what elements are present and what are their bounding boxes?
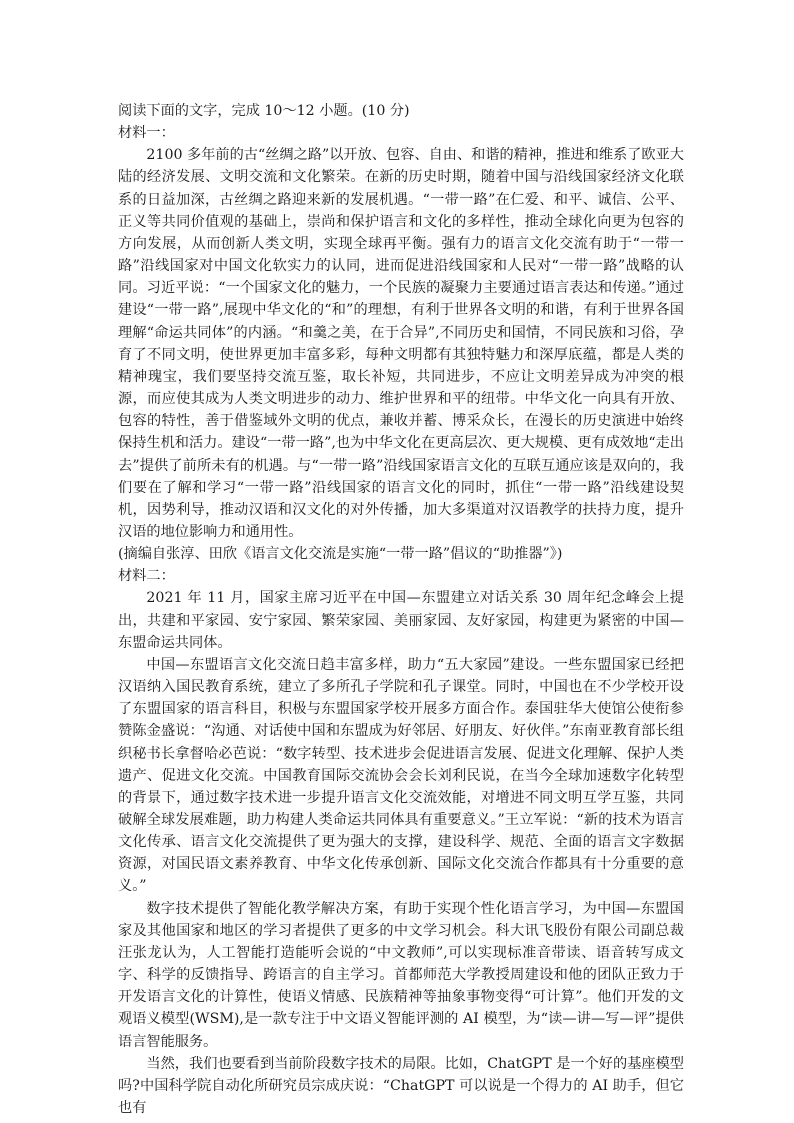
material-two-paragraph-2: 中国—东盟语言文化交流日趋丰富多样，助力“五大家园”建设。一些东盟国家已经把汉语纳入国民教育系统，建立了多所孔子学院和孔子课堂。同时，中国也在不少学校开设了东盟国家的语言科目，积极与东盟国家学校开展多方面合作。泰国驻华大使馆公使衔参赞陈金盛说：“沟通、对话使中国和东盟成为好邻居、好朋友、好伙伴。”东南亚教育部长组织秘书长拿督哈必芭说：“数字转型、技术进步会促进语言发展、促进文化理解、保护人类遗产、促进文化交流。中国教育国际交流协会会长刘利民说，在当今全球加速数字化转型的背景下，通过数字技术进一步提升语言文化交流效能，对增进不同文明互学互鉴，共同破解全球发展难题，助力构建人类命运共同体具有重要意义。”王立军说：“新的技术为语言文化传承、语言文化交流提供了更为强大的支撑，建设科学、规范、全面的语言文字数据资源，对国民语文素养教育、中华文化传承创新、国际文化交流合作都具有十分重要的意义。” [118, 656, 684, 895]
material-one-paragraph: 2100 多年前的古“丝绸之路”以开放、包容、自由、和谐的精神，推进和维系了欧亚大陆的经济发展、文明交流和文化繁荣。在新的历史时期，随着中国与沿线国家经济文化联系的日益加深，古丝绸之路迎来新的发展机遇。“一带一路”在仁爱、和平、诚信、公平、正义等共同价值观的基础上，崇尚和保护语言和文化的多样性，推动全球化向更为包容的方向发展，从而创新人类文明，实现全球再平衡。强有力的语言文化交流有助于“一带一路”沿线国家对中国文化软实力的认同，进而促进沿线国家和人民对“一带一路”战略的认同。习近平说：“一个国家文化的魅力，一个民族的凝聚力主要通过语言表达和传递。”通过建设“一带一路”,展现中华文化的“和”的理想，有利于世界各文明的和谐，有利于世界各国理解“命运共同体”的内涵。“和羹之美，在于合异”,不同历史和国情，不同民族和习俗，孕育了不同文明，使世界更加丰富多彩，每种文明都有其独特魅力和深厚底蕴，都是人类的精神瑰宝，我们要坚持交流互鉴，取长补短，共同进步，不应让文明差异成为冲突的根源，而应使其成为人类文明进步的动力、维护世界和平的纽带。中华文化一向具有开放、包容的特性，善于借鉴域外文明的优点，兼收并蓄、博采众长，在漫长的历史演进中始终保持生机和活力。建设“一带一路”,也为中华文化在更高层次、更大规模、更有成效地“走出去”提供了前所未有的机遇。与“一带一路”沿线国家语言文化的互联互通应该是双向的，我们要在了解和学习“一带一路”沿线国家的语言文化的同时，抓住“一带一路”沿线建设契机，因势利导，推动汉语和汉文化的对外传播，加大多渠道对汉语教学的扶持力度，提升汉语的地位影响力和通用性。 [118, 147, 684, 540]
question-instruction: 阅读下面的文字，完成 10～12 小题。(10 分) [118, 103, 410, 119]
reading-passage [118, 100, 684, 1119]
material-one-source: (摘编自张淳、田欣《语言文化交流是实施“一带一路”倡议的“助推器”》) [118, 546, 563, 563]
material-two-paragraph-4: 当然，我们也要看到当前阶段数字技术的局限。比如，ChatGPT 是一个好的基座模型吗?中国科学院自动化所研究员宗成庆说：“ChatGPT 可以说是一个得力的 AI 助手，但它也有 [118, 1055, 684, 1117]
material-two-paragraph-1: 2021 年 11 月，国家主席习近平在中国—东盟建立对话关系 30 周年纪念峰会上提出，共建和平家园、安宁家园、繁荣家园、美丽家园、友好家园，构建更为紧密的中国—东盟命运共同体。 [118, 590, 684, 651]
material-two-paragraph-3: 数字技术提供了智能化教学解决方案，有助于实现个性化语言学习，为中国—东盟国家及其他国家和地区的学习者提供了更多的中文学习机会。科大讯飞股份有限公司副总裁汪张龙认为，人工智能打造能听会说的“中文教师”,可以实现标准音带读、语音转写成文字、科学的反馈指导、跨语言的自主学习。首都师范大学教授周建设和他的团队正致力于开发语言文化的计算性，使语义情感、民族精神等抽象事物变得“可计算”。他们开发的文观语义模型(WSM),是一款专注于中文语义智能评测的 AI 模型，为“读—讲—写—评”提供语言智能服务。 [118, 900, 684, 1050]
material-two-label: 材料二： [118, 568, 175, 585]
material-one-label: 材料一： [118, 125, 175, 142]
